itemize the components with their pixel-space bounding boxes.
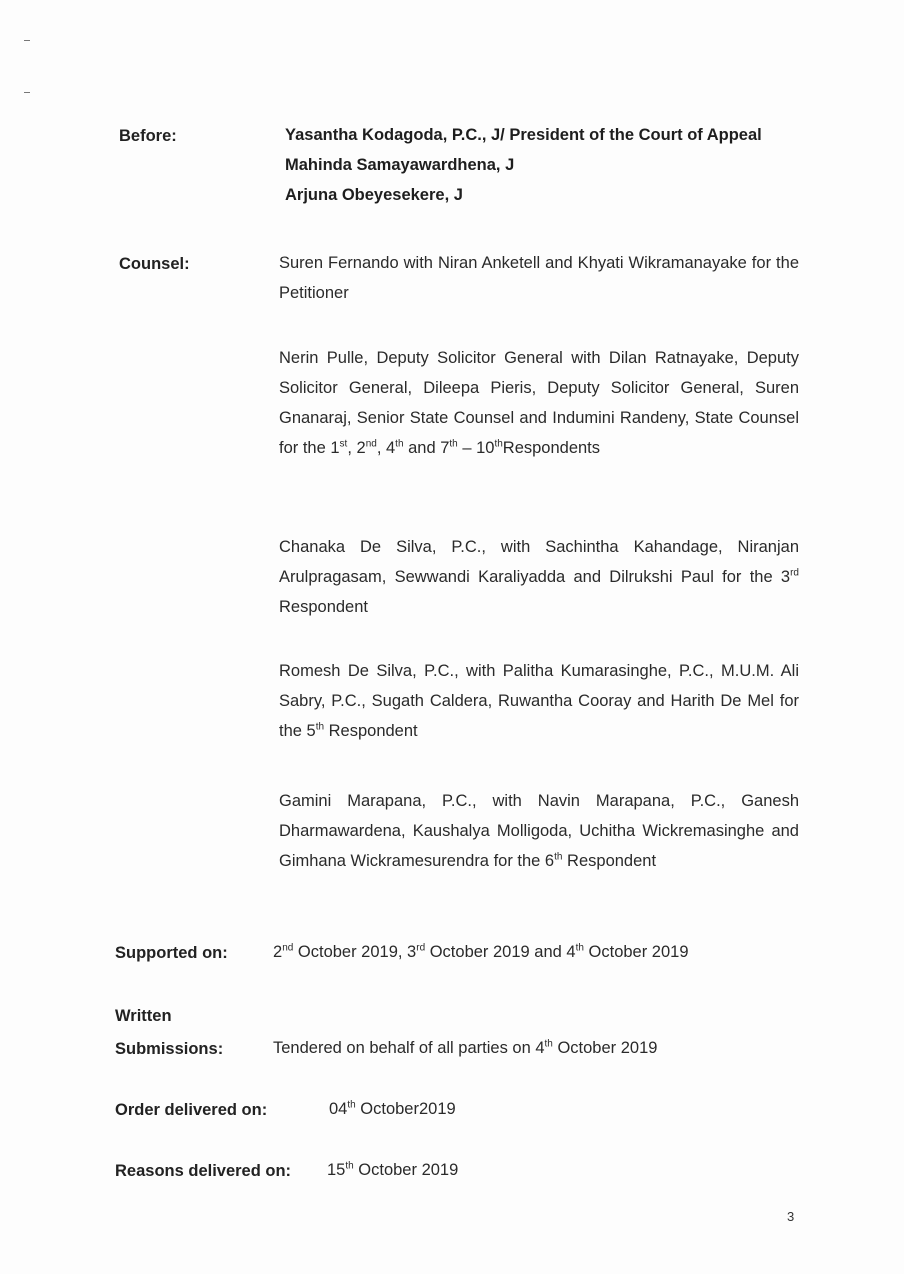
counsel-respondents-ag: Nerin Pulle, Deputy Solicitor General with Dilan Ratnayake, Deputy Solicitor General, Dileepa Pieris, Deputy Solicitor General, Suren Gnanaraj, Senior State Counsel and Indumini Randeny, State Counsel for the 1st, 2nd, 4th and 7th – 10thRespondents	[279, 349, 799, 457]
counsel-petitioner: Suren Fernando with Niran Anketell and Khyati Wikramanayake for the Petitioner	[279, 254, 799, 302]
judge-name: Arjuna Obeyesekere, J	[285, 186, 463, 204]
judge-name: Mahinda Samayawardhena, J	[285, 156, 515, 174]
judges-list	[285, 120, 845, 210]
reasons-delivered-label: Reasons delivered on:	[115, 1162, 292, 1180]
counsel-fifth-respondent: Romesh De Silva, P.C., with Palitha Kumarasinghe, P.C., M.U.M. Ali Sabry, P.C., Sugath Caldera, Ruwantha Cooray and Harith De Mel for the 5th Respondent	[279, 662, 799, 740]
scan-mark	[24, 40, 30, 41]
submissions-label: Submissions:	[115, 1040, 224, 1058]
page-number: 3	[787, 1209, 795, 1224]
counsel-third-respondent: Chanaka De Silva, P.C., with Sachintha Kahandage, Niranjan Arulpragasam, Sewwandi Karaliyadda and Dilrukshi Paul for the 3rd Respondent	[279, 538, 799, 616]
order-delivered-label: Order delivered on:	[115, 1101, 268, 1119]
written-submissions-text: Tendered on behalf of all parties on 4th October 2019	[273, 1038, 658, 1057]
reasons-delivered-date: 15th October 2019	[327, 1160, 459, 1179]
supported-on-dates: 2nd October 2019, 3rd October 2019 and 4th October 2019	[273, 942, 689, 961]
before-label: Before:	[119, 127, 177, 145]
scan-mark	[24, 92, 30, 93]
counsel-label: Counsel:	[119, 255, 190, 273]
order-delivered-date: 04th October2019	[329, 1099, 456, 1118]
written-label: Written	[115, 1007, 172, 1025]
counsel-sixth-respondent: Gamini Marapana, P.C., with Navin Marapana, P.C., Ganesh Dharmawardena, Kaushalya Molligoda, Uchitha Wickremasinghe and Gimhana Wickramesurendra for the 6th Respondent	[279, 792, 799, 870]
supported-on-label: Supported on:	[115, 944, 228, 962]
judge-name: Yasantha Kodagoda, P.C., J/ President of the Court of Appeal	[285, 126, 762, 144]
